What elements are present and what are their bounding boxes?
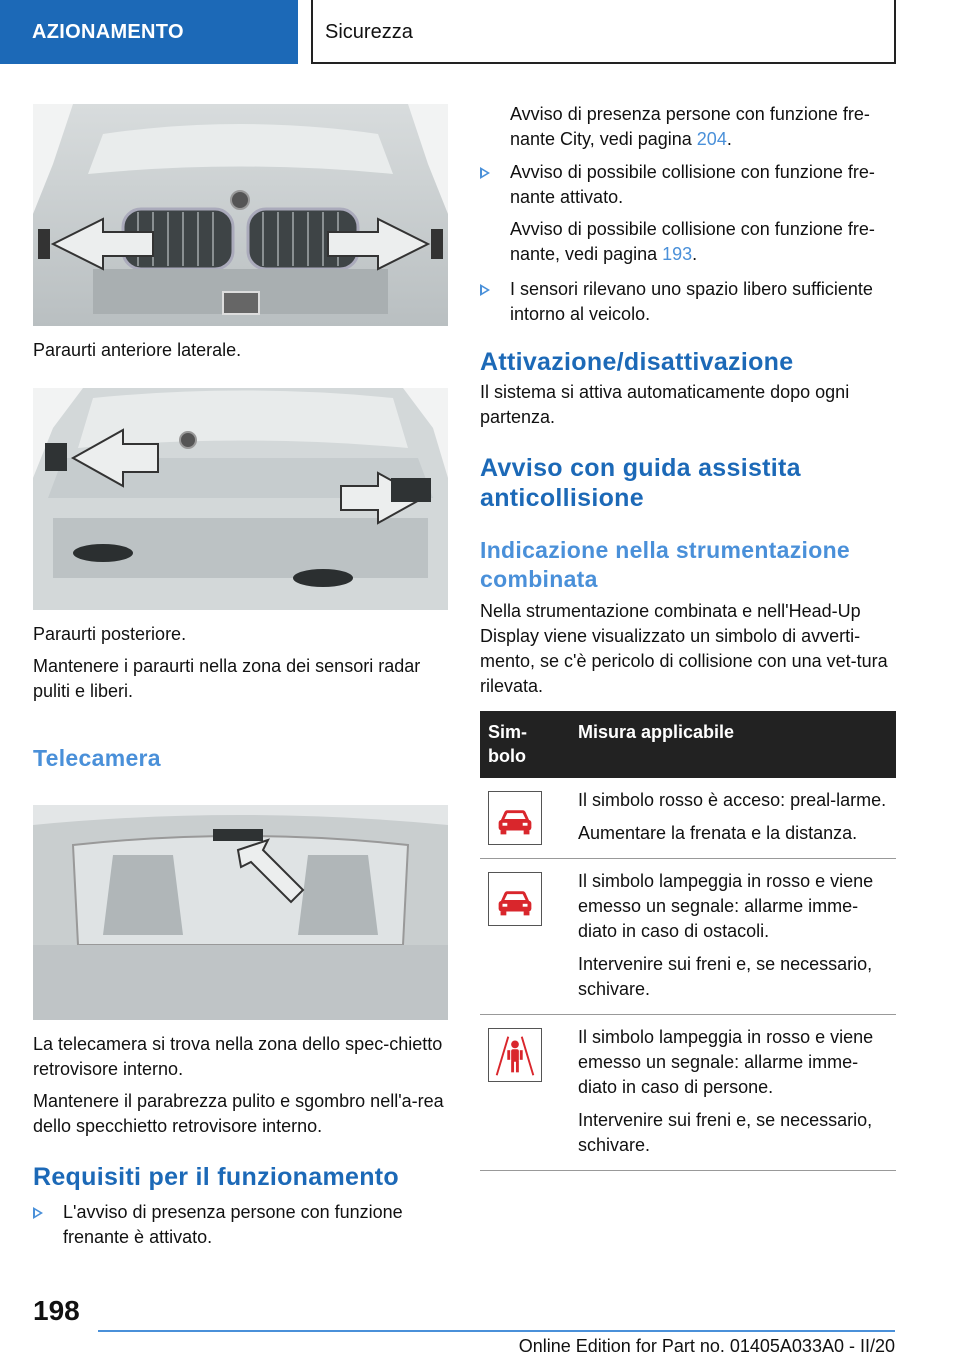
section-tab: AZIONAMENTO <box>0 0 298 64</box>
pedestrian-warning-icon <box>488 1028 542 1082</box>
right-column <box>480 104 896 1171</box>
car-warning-icon <box>488 872 542 926</box>
display-subheading: Indicazione nella strumentazione combinata <box>480 537 851 592</box>
requirements-list <box>33 1200 448 1250</box>
page-header <box>0 0 960 64</box>
list-item: Avviso di possibile collisione con funzione fre-nante attivato. <box>480 160 896 210</box>
rear-bumper-caption: Paraurti posteriore. <box>33 624 187 644</box>
chapter-title: Sicurezza <box>311 0 896 64</box>
triangle-bullet-icon <box>480 167 490 179</box>
camera-heading: Telecamera <box>33 745 161 771</box>
edition-note: Online Edition for Part no. 01405A033A0 - II/20 <box>518 1336 895 1356</box>
activation-text: Il sistema si attiva automaticamente dopo ogni partenza. <box>480 382 850 427</box>
camera-image <box>33 805 448 1020</box>
page-number: 198 <box>33 1295 80 1326</box>
activation-heading: Attivazione/disattivazione <box>480 348 794 376</box>
display-text: Nella strumentazione combinata e nell'Head-Up Display viene visualizzato un simbolo di avverti-mento, se c'è pericolo di collisione con una vet-tura rilevata. <box>480 601 888 696</box>
page-link-193[interactable]: 193 <box>662 244 693 264</box>
list-item: I sensori rilevano uno spazio libero sufficiente intorno al veicolo. <box>480 277 896 327</box>
table-row: Il simbolo rosso è acceso: preal-larme. Aumentare la frenata e la distanza. <box>480 778 896 859</box>
table-row: Il simbolo lampeggia in rosso e viene emesso un segnale: allarme imme-diato in caso di ostacoli. Intervenire sui freni e, se necessario, schivare. <box>480 859 896 1015</box>
left-column <box>33 104 448 1250</box>
triangle-bullet-icon <box>480 284 490 296</box>
list-item-continuation: Avviso di possibile collisione con funzione fre-nante, vedi pagina 193. <box>510 219 875 264</box>
list-item: L'avviso di presenza persone con funzione frenante è attivato. <box>33 1200 448 1250</box>
table-row: Il simbolo lampeggia in rosso e viene emesso un segnale: allarme imme-diato in caso di persone. Intervenire sui freni e, se necessario, schivare. <box>480 1015 896 1171</box>
table-header-symbol: Sim-bolo <box>480 711 570 778</box>
warning-symbol-table <box>480 711 896 1171</box>
rear-bumper-image <box>33 388 448 610</box>
warning-heading: Avviso con guida assistita anticollisione <box>480 454 801 512</box>
requirements-list-continued <box>480 277 896 327</box>
requirements-list-continued <box>480 160 896 210</box>
front-bumper-caption: Paraurti anteriore laterale. <box>33 340 242 360</box>
clean-sensors-text: Mantenere i paraurti nella zona dei sensori radar puliti e liberi. <box>33 656 421 701</box>
car-warning-icon <box>488 791 542 845</box>
camera-location-text: La telecamera si trova nella zona dello spec-chietto retrovisore interno. <box>33 1034 443 1079</box>
front-bumper-image <box>33 104 448 326</box>
page-link-204[interactable]: 204 <box>696 129 727 149</box>
footer-divider <box>98 1330 895 1332</box>
camera-clean-text: Mantenere il parabrezza pulito e sgombro nell'a-rea dello specchietto retrovisore interno. <box>33 1091 444 1136</box>
list-item-continuation: Avviso di presenza persone con funzione fre-nante City, vedi pagina 204. <box>510 104 870 149</box>
table-header-measure: Misura applicabile <box>570 711 896 778</box>
requirements-heading: Requisiti per il funzionamento <box>33 1163 399 1191</box>
triangle-bullet-icon <box>33 1207 43 1219</box>
